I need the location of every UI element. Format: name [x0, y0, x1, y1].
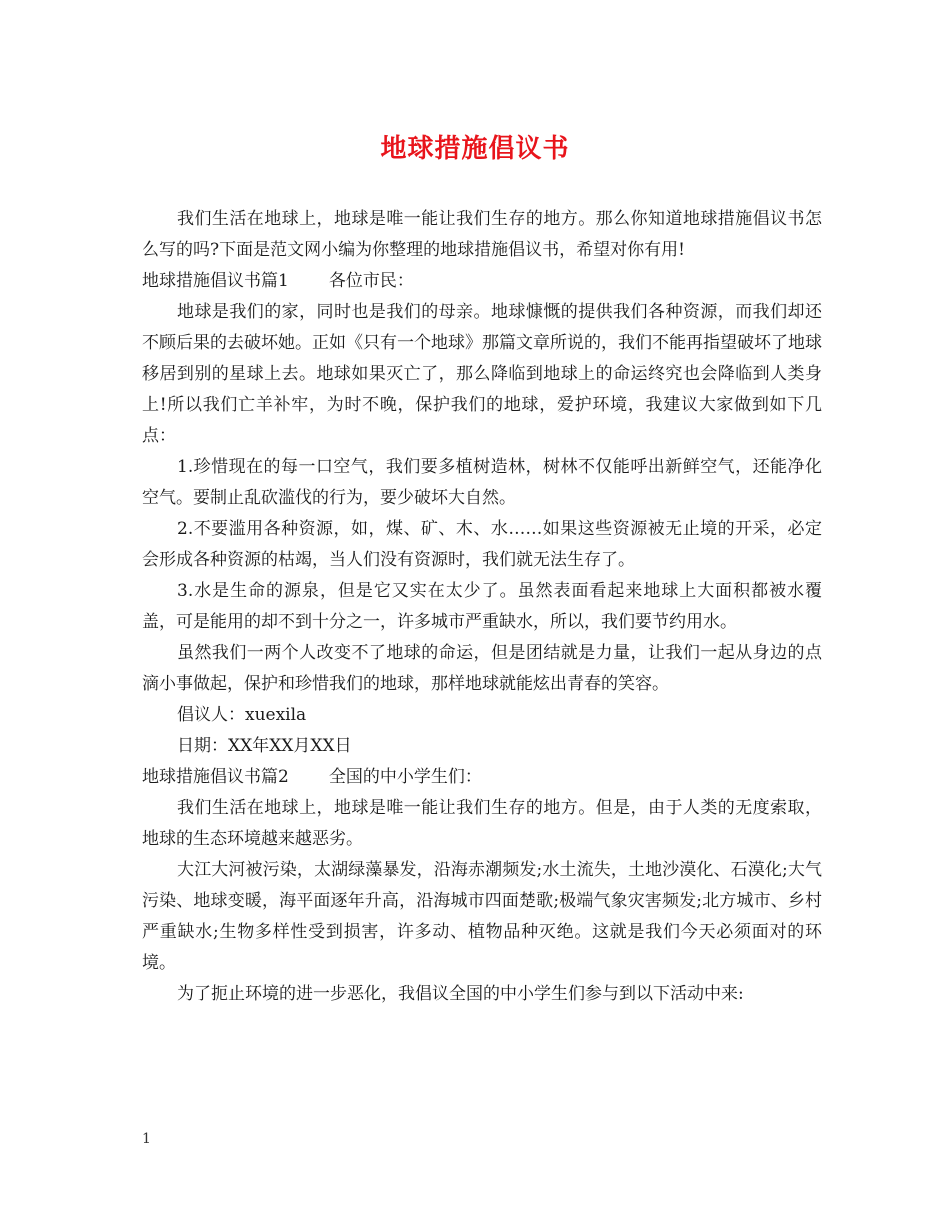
section2-paragraph: 为了扼止环境的进一步恶化，我倡议全国的中小学生们参与到以下活动中来:: [177, 984, 744, 1004]
intro-paragraph: 我们生活在地球上，地球是唯一能让我们生存的地方。那么你知道地球措施倡议书怎么写的吗?下面是范文网小编为你整理的地球措施倡议书，希望对你有用!: [142, 209, 822, 260]
section1-paragraph: 3.水是生命的源泉，但是它又实在太少了。虽然表面看起来地球上大面积都被水覆盖，可是能用的却不到十分之一，许多城市严重缺水，所以，我们要节约用水。: [142, 581, 822, 632]
section2-heading-line: [142, 762, 822, 793]
section1-proposer: 倡议人：xuexila: [177, 705, 307, 725]
section1-date: 日期：XX年XX月XX日: [177, 736, 352, 756]
section1-heading: 地球措施倡议书篇1: [142, 271, 289, 291]
section1-heading-line: [142, 266, 822, 297]
document-body: [142, 204, 822, 1010]
section1-paragraph: 2.不要滥用各种资源，如，煤、矿、木、水……如果这些资源被无止境的开采，必定会形成各种资源的枯竭，当人们没有资源时，我们就无法生存了。: [142, 519, 822, 570]
document-title: 地球措施倡议书: [380, 134, 570, 164]
section2-paragraph: 我们生活在地球上，地球是唯一能让我们生存的地方。但是，由于人类的无度索取，地球的生态环境越来越恶劣。: [142, 798, 822, 849]
page-number: 1: [142, 1131, 151, 1147]
section1-salutation: 各位市民：: [328, 271, 414, 291]
section2-heading: 地球措施倡议书篇2: [142, 767, 289, 787]
section1-paragraph: 1.珍惜现在的每一口空气，我们要多植树造林，树林不仅能呼出新鲜空气，还能净化空气。要制止乱砍滥伐的行为，要少破坏大自然。: [142, 457, 822, 508]
section1-paragraph: 地球是我们的家，同时也是我们的母亲。地球慷慨的提供我们各种资源，而我们却还不顾后果的去破坏她。正如《只有一个地球》那篇文章所说的，我们不能再指望破坏了地球移居到别的星球上去。地球如果灭亡了，那么降临到地球上的命运终究也会降临到人类身上!所以我们亡羊补牢，为时不晚，保护我们的地球，爱护环境，我建议大家做到如下几点：: [142, 302, 822, 446]
section2-paragraph: 大江大河被污染，太湖绿藻暴发，沿海赤潮频发;水土流失，土地沙漠化、石漠化;大气污染、地球变暖，海平面逐年升高，沿海城市四面楚歌;极端气象灾害频发;北方城市、乡村严重缺水;生物多样性受到损害，许多动、植物品种灭绝。这就是我们今天必须面对的环境。: [142, 860, 822, 973]
section2-salutation: 全国的中小学生们：: [328, 767, 482, 787]
section1-paragraph: 虽然我们一两个人改变不了地球的命运，但是团结就是力量，让我们一起从身边的点滴小事做起，保护和珍惜我们的地球，那样地球就能炫出青春的笑容。: [142, 643, 822, 694]
